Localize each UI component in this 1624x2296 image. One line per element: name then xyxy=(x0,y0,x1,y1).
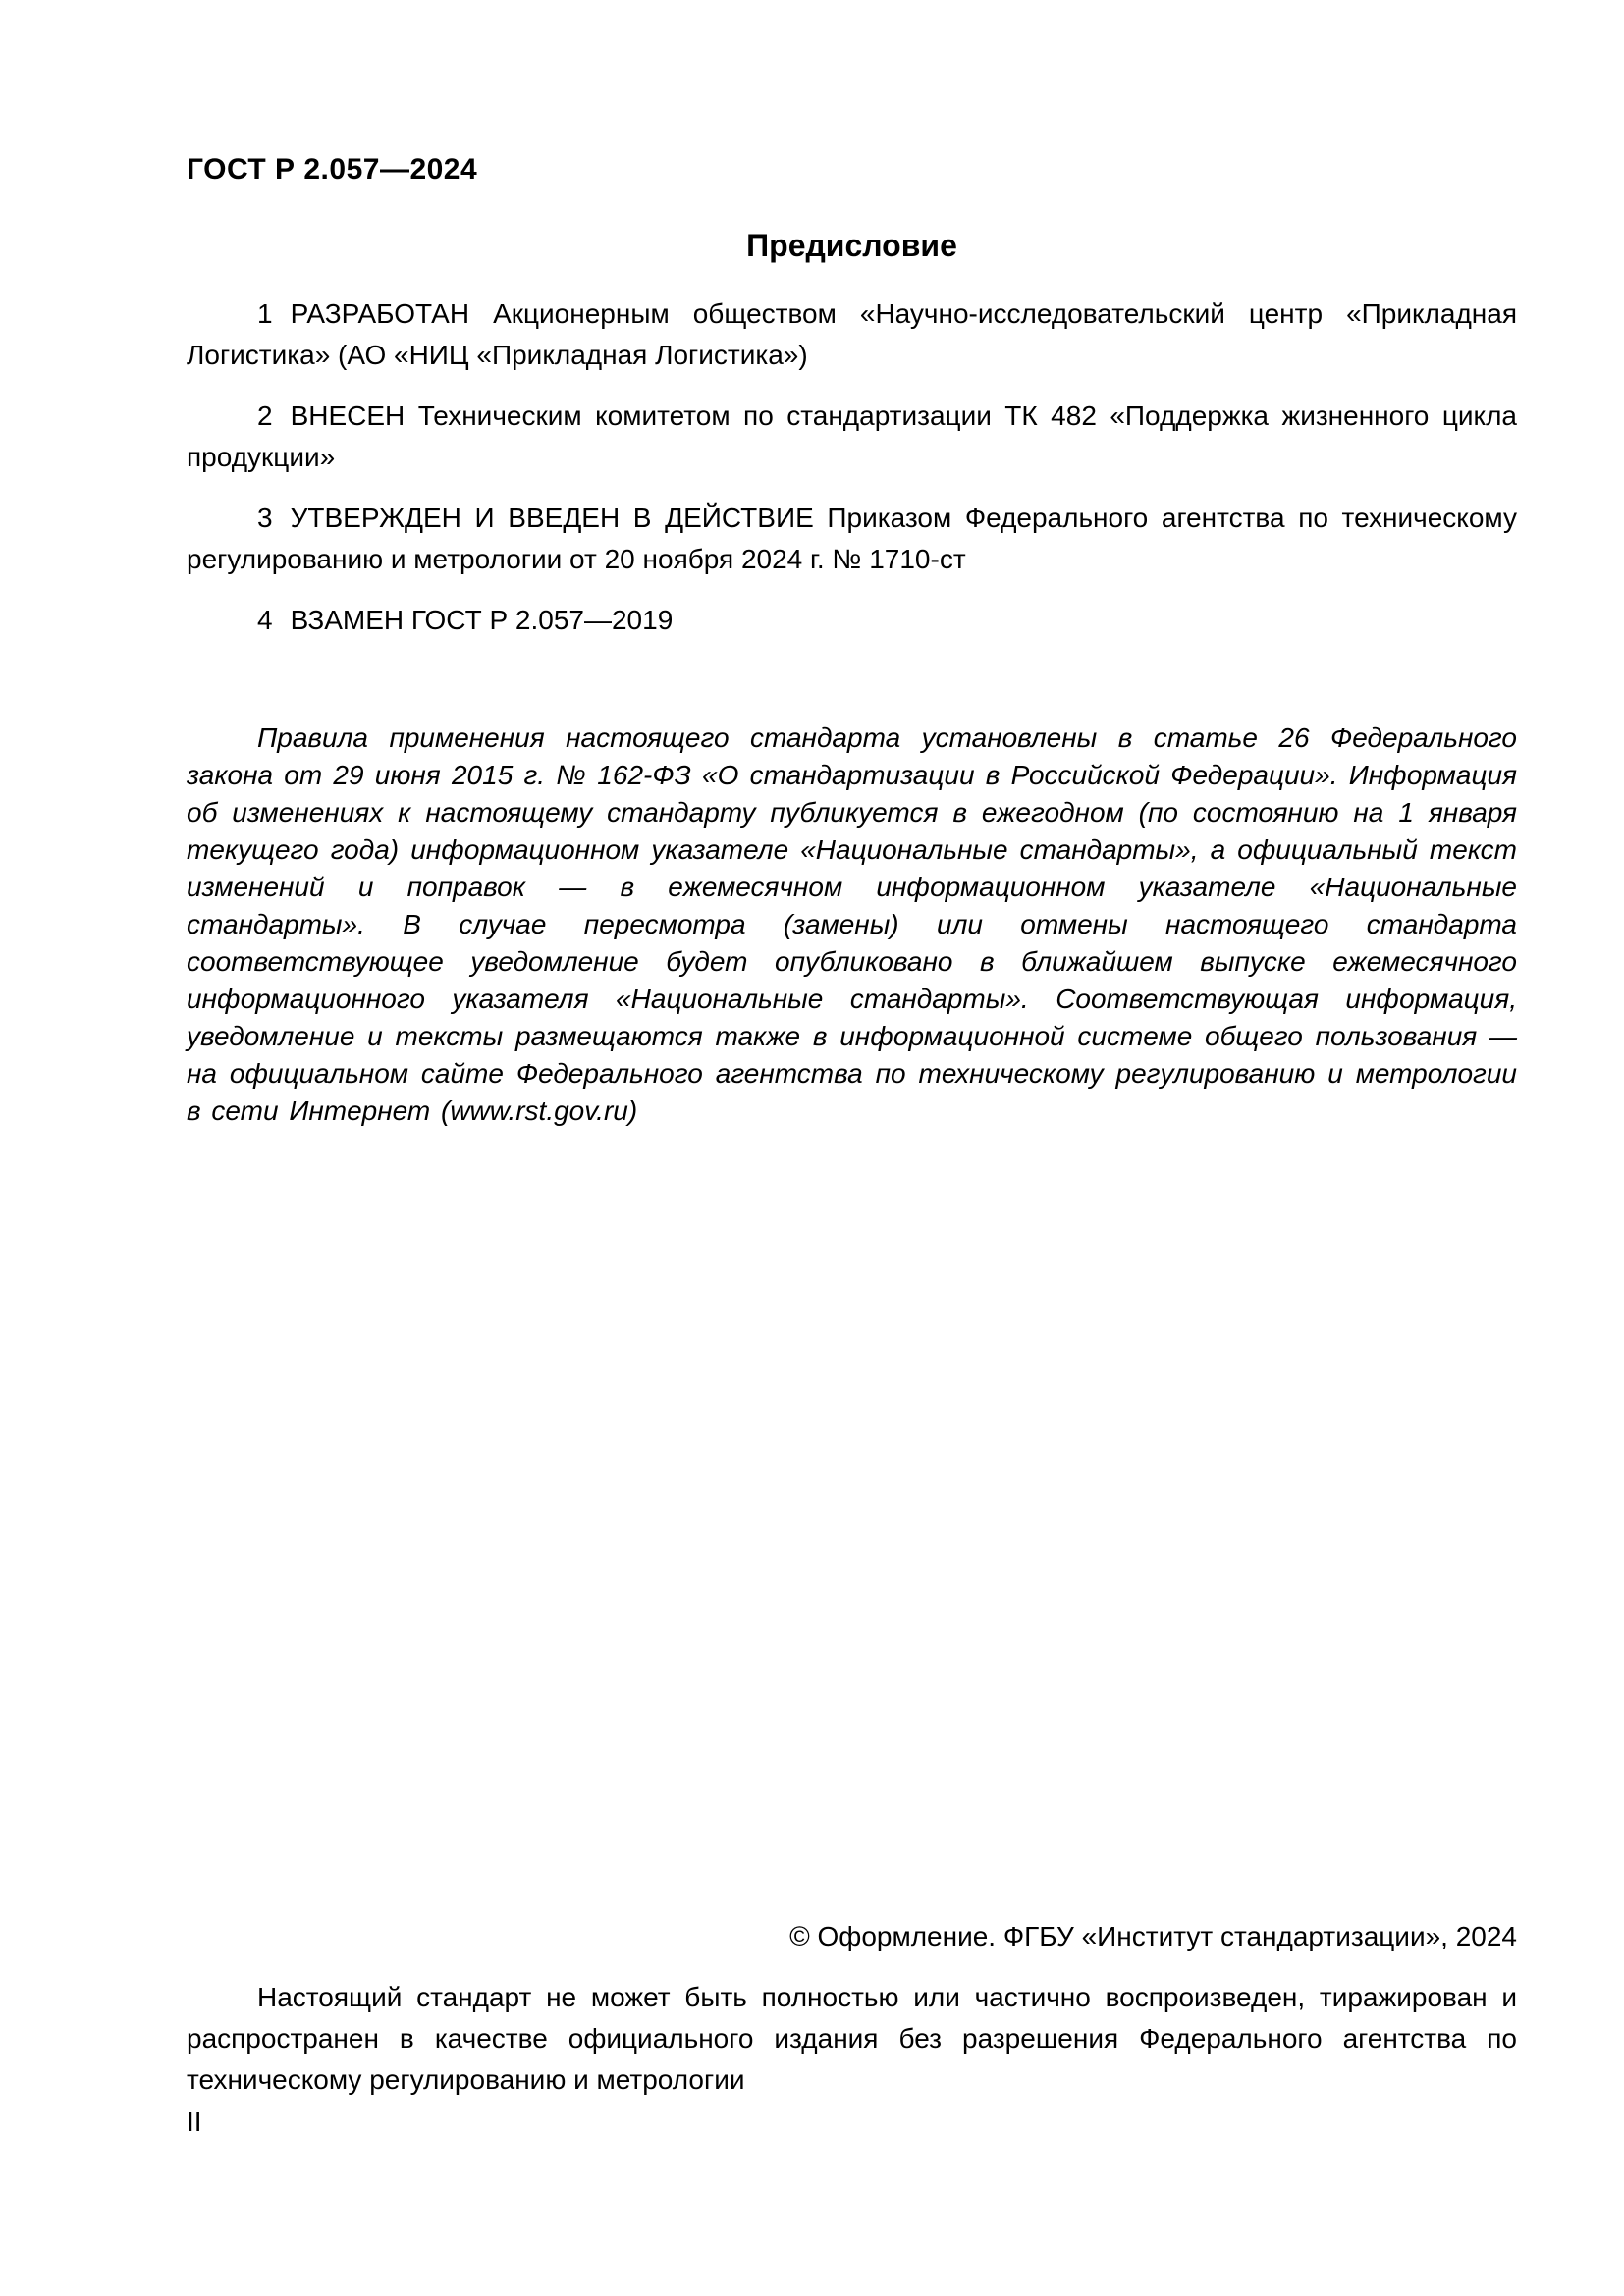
item-number: 1 xyxy=(257,298,273,329)
item-text: УТВЕРЖДЕН И ВВЕДЕН В ДЕЙСТВИЕ Приказом Федерального агентства по техническому регулированию и метрологии от 20 ноября 2024 г. № 1710-ст xyxy=(187,503,1517,574)
item-number: 3 xyxy=(257,503,273,533)
page-title: Предисловие xyxy=(746,228,957,263)
legal-notice: Правила применения настоящего стандарта установлены в статье 26 Федерального закона от 29 июня 2015 г. № 162-ФЗ «О стандартизации в Российской Федерации». Информация об изменениях к настоящему стандарту публикуется в ежегодном (по состоянию на 1 января текущего года) информационном указателе «Национальные стандарты», а официальный текст изменений и поправок — в ежемесячном информационном указателе «Национальные стандарты». В случае пересмотра (замены) или отмены настоящего стандарта соответствующее уведомление будет опубликовано в ближайшем выпуске ежемесячного информационного указателя «Национальные стандарты». Соответствующая информация, уведомление и тексты размещаются также в информационной системе общего пользования — на официальном сайте Федерального агентства по техническому регулированию и метрологии в сети Интернет (www.rst.gov.ru) xyxy=(187,722,1517,1126)
copyright-line: © Оформление. ФГБУ «Институт стандартизации», 2024 xyxy=(789,1921,1517,1951)
foreword-item-4 xyxy=(187,600,1517,641)
item-number: 4 xyxy=(257,605,273,635)
distribution-restriction: Настоящий стандарт не может быть полностью или частично воспроизведен, тиражирован и распространен в качестве официального издания без разрешения Федерального агентства по техническому регулированию и метрологии xyxy=(187,1982,1517,2095)
document-code: ГОСТ Р 2.057—2024 xyxy=(187,153,478,186)
foreword-item-3 xyxy=(187,498,1517,580)
item-text: ВЗАМЕН ГОСТ Р 2.057—2019 xyxy=(290,605,674,635)
foreword-item-2 xyxy=(187,396,1517,478)
item-text: РАЗРАБОТАН Акционерным обществом «Научно-исследовательский центр «Прикладная Логистика» (АО «НИЦ «Прикладная Логистика») xyxy=(187,298,1517,370)
item-number: 2 xyxy=(257,400,273,431)
item-text: ВНЕСЕН Техническим комитетом по стандартизации ТК 482 «Поддержка жизненного цикла продукции» xyxy=(187,400,1517,472)
foreword-item-1 xyxy=(187,294,1517,376)
page-number: II xyxy=(187,2107,202,2137)
